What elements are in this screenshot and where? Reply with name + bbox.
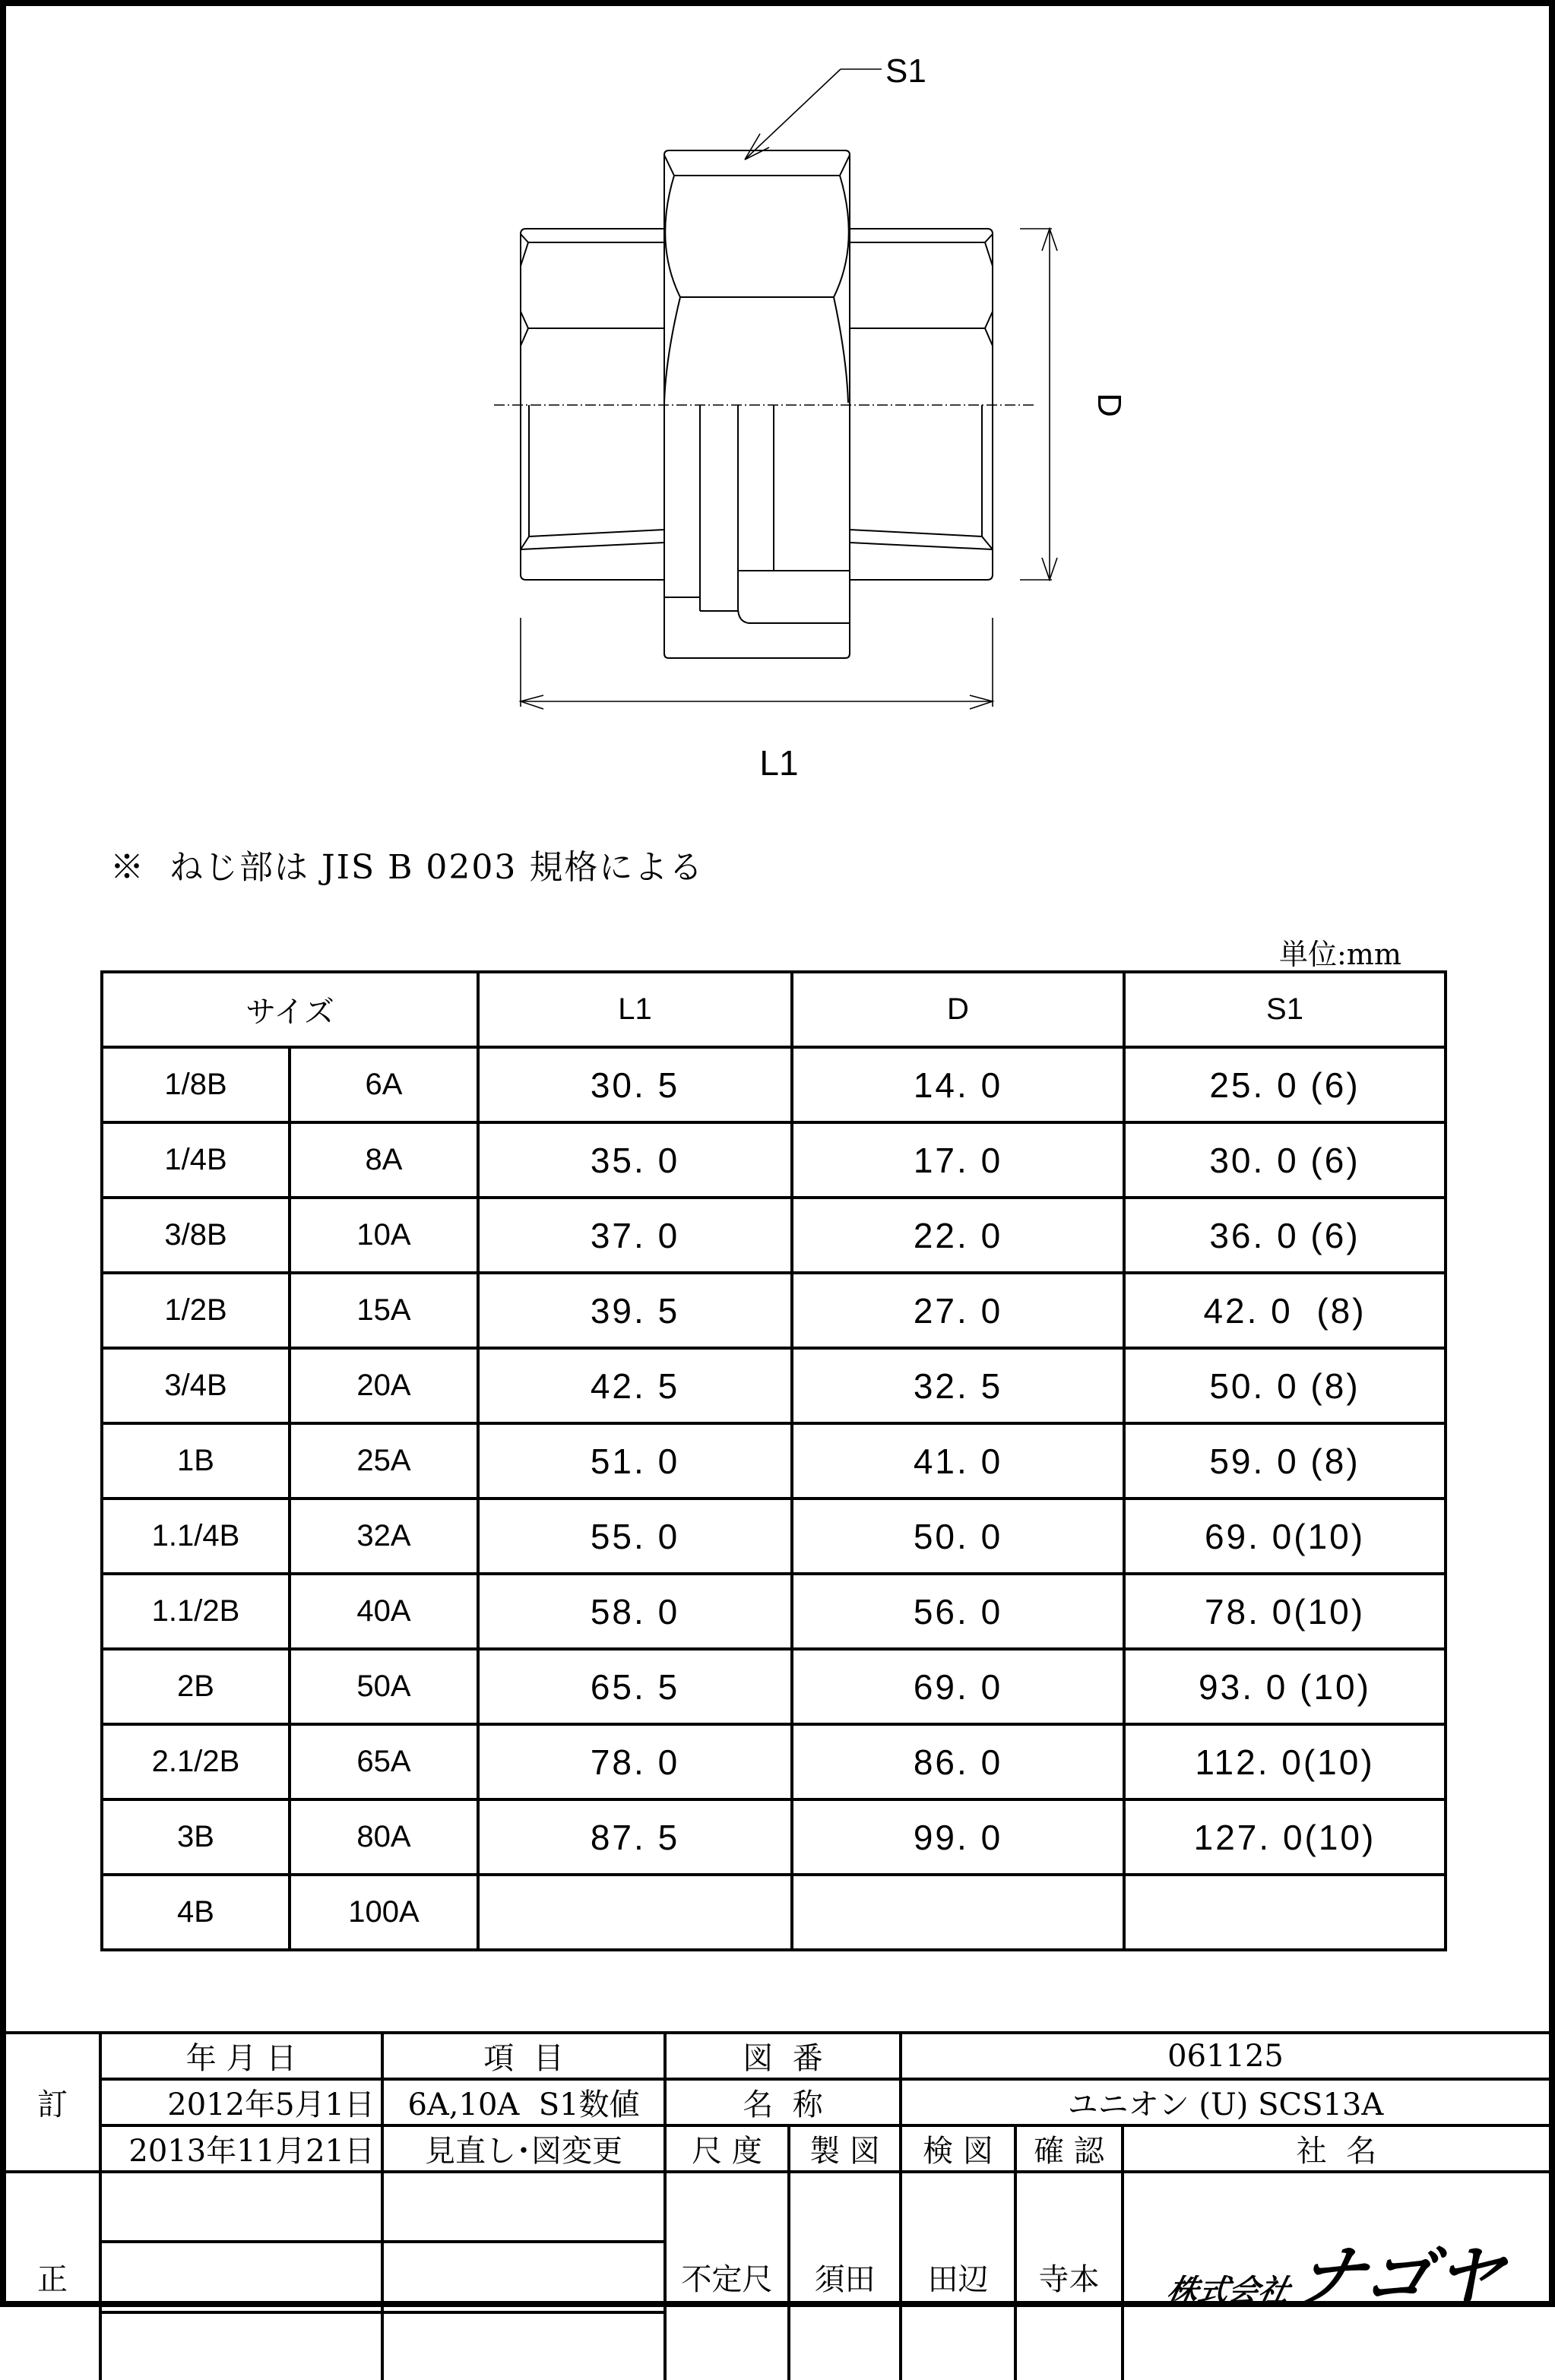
rev-header-item: 項 目 [382, 2033, 665, 2079]
l1-cell: 55. 0 [478, 1499, 792, 1574]
l1-cell: 65. 5 [478, 1649, 792, 1724]
size-b-cell: 1.1/4B [102, 1499, 290, 1574]
size-a-cell: 25A [290, 1423, 478, 1499]
size-b-cell: 4B [102, 1875, 290, 1950]
d-cell: 27. 0 [792, 1273, 1124, 1348]
table-row [102, 1799, 1446, 1875]
l1-cell: 30. 5 [478, 1047, 792, 1122]
size-a-cell: 100A [290, 1875, 478, 1950]
drafted-by: 須田 [789, 2172, 901, 2380]
l1-cell: 51. 0 [478, 1423, 792, 1499]
size-a-cell: 20A [290, 1348, 478, 1423]
size-b-cell: 1/4B [102, 1122, 290, 1198]
table-row [102, 1047, 1446, 1122]
l1-cell: 58. 0 [478, 1574, 792, 1649]
d-cell: 50. 0 [792, 1499, 1124, 1574]
revision-item [382, 2242, 665, 2312]
size-a-cell: 15A [290, 1273, 478, 1348]
d-cell [792, 1875, 1124, 1950]
hex-nut [664, 150, 850, 658]
size-b-cell: 2B [102, 1649, 290, 1724]
scale-value: 不定尺 [665, 2172, 789, 2380]
rev-header-date: 年 月 日 [100, 2033, 382, 2079]
d-cell: 17. 0 [792, 1122, 1124, 1198]
logo-prefix: 株式会社 [1164, 2274, 1294, 2309]
l1-label: L1 [759, 743, 799, 783]
size-a-cell: 32A [290, 1499, 478, 1574]
table-row [102, 1574, 1446, 1649]
drafted-label: 製 図 [789, 2125, 901, 2172]
drawing-number-label: 図 番 [665, 2033, 901, 2079]
d-dimension [1020, 229, 1057, 580]
company-label: 社 名 [1123, 2125, 1549, 2172]
dimension-table [100, 970, 1447, 1951]
d-cell: 14. 0 [792, 1047, 1124, 1122]
company-logo [1123, 2172, 1549, 2380]
size-b-cell: 1B [102, 1423, 290, 1499]
revision-item: 見直し･図変更 [382, 2125, 665, 2172]
revision-date: 2012年5月1日 [100, 2079, 382, 2125]
logo-name: ナゴヤ [1289, 2237, 1513, 2315]
header-d: D [792, 972, 1124, 1047]
d-cell: 41. 0 [792, 1423, 1124, 1499]
revision-date [100, 2172, 382, 2242]
l1-cell: 78. 0 [478, 1724, 792, 1799]
table-row [102, 1198, 1446, 1273]
s1-label: S1 [885, 52, 926, 90]
table-row [102, 1423, 1446, 1499]
approved-by: 寺本 [1015, 2172, 1123, 2380]
s1-cell [1124, 1875, 1446, 1950]
revision-label-bottom: 正 [6, 2172, 100, 2380]
s1-cell: 25. 0 (6) [1124, 1047, 1446, 1122]
s1-cell: 112. 0(10) [1124, 1724, 1446, 1799]
l1-cell: 37. 0 [478, 1198, 792, 1273]
header-l1: L1 [478, 972, 792, 1047]
s1-cell: 42. 0 (8) [1124, 1273, 1446, 1348]
s1-cell: 30. 0 (6) [1124, 1122, 1446, 1198]
union-fitting-drawing [0, 0, 1555, 805]
size-a-cell: 8A [290, 1122, 478, 1198]
size-b-cell: 3/8B [102, 1198, 290, 1273]
table-row [102, 1499, 1446, 1574]
s1-cell: 127. 0(10) [1124, 1799, 1446, 1875]
name-label: 名 称 [665, 2079, 901, 2125]
approved-label: 確 認 [1015, 2125, 1123, 2172]
size-b-cell: 2.1/2B [102, 1724, 290, 1799]
d-cell: 56. 0 [792, 1574, 1124, 1649]
size-b-cell: 1.1/2B [102, 1574, 290, 1649]
l1-cell: 87. 5 [478, 1799, 792, 1875]
s1-cell: 69. 0(10) [1124, 1499, 1446, 1574]
l1-cell: 35. 0 [478, 1122, 792, 1198]
d-label: D [1091, 393, 1128, 417]
size-b-cell: 3B [102, 1799, 290, 1875]
header-s1: S1 [1124, 972, 1446, 1047]
s1-cell: 59. 0 (8) [1124, 1423, 1446, 1499]
table-header-row [102, 972, 1446, 1047]
revision-item: 6A,10A S1数値 [382, 2079, 665, 2125]
size-a-cell: 50A [290, 1649, 478, 1724]
size-a-cell: 80A [290, 1799, 478, 1875]
scale-label: 尺 度 [665, 2125, 789, 2172]
revision-date [100, 2312, 382, 2380]
d-cell: 22. 0 [792, 1198, 1124, 1273]
table-row [102, 1273, 1446, 1348]
right-body [850, 229, 993, 580]
table-row [102, 1724, 1446, 1799]
thread-standard-note: ※ ねじ部は JIS B 0203 規格による [110, 848, 705, 887]
title-block [6, 2031, 1549, 2380]
table-row [102, 1875, 1446, 1950]
d-cell: 69. 0 [792, 1649, 1124, 1724]
revision-date: 2013年11月21日 [100, 2125, 382, 2172]
unit-label: 単位:mm [1279, 938, 1401, 971]
s1-cell: 50. 0 (8) [1124, 1348, 1446, 1423]
l1-cell [478, 1875, 792, 1950]
size-b-cell: 3/4B [102, 1348, 290, 1423]
d-cell: 86. 0 [792, 1724, 1124, 1799]
table-row [102, 1122, 1446, 1198]
size-a-cell: 6A [290, 1047, 478, 1122]
left-body [521, 229, 664, 580]
s1-cell: 78. 0(10) [1124, 1574, 1446, 1649]
size-a-cell: 10A [290, 1198, 478, 1273]
l1-cell: 39. 5 [478, 1273, 792, 1348]
s1-cell: 93. 0 (10) [1124, 1649, 1446, 1724]
part-name: ユニオン (U) SCS13A [901, 2079, 1549, 2125]
size-a-cell: 65A [290, 1724, 478, 1799]
table-row [102, 1649, 1446, 1724]
checked-label: 検 図 [901, 2125, 1015, 2172]
table-row [102, 1348, 1446, 1423]
l1-cell: 42. 5 [478, 1348, 792, 1423]
size-b-cell: 1/2B [102, 1273, 290, 1348]
d-cell: 32. 5 [792, 1348, 1124, 1423]
revision-date [100, 2242, 382, 2312]
size-b-cell: 1/8B [102, 1047, 290, 1122]
drawing-number: 061125 [901, 2033, 1549, 2079]
s1-cell: 36. 0 (6) [1124, 1198, 1446, 1273]
d-cell: 99. 0 [792, 1799, 1124, 1875]
revision-item [382, 2312, 665, 2380]
revision-item [382, 2172, 665, 2242]
size-a-cell: 40A [290, 1574, 478, 1649]
l1-dimension [521, 618, 993, 709]
checked-by: 田辺 [901, 2172, 1015, 2380]
header-size: サイズ [102, 972, 478, 1047]
s1-leader [745, 69, 882, 160]
revision-label-top: 訂 [6, 2033, 100, 2172]
